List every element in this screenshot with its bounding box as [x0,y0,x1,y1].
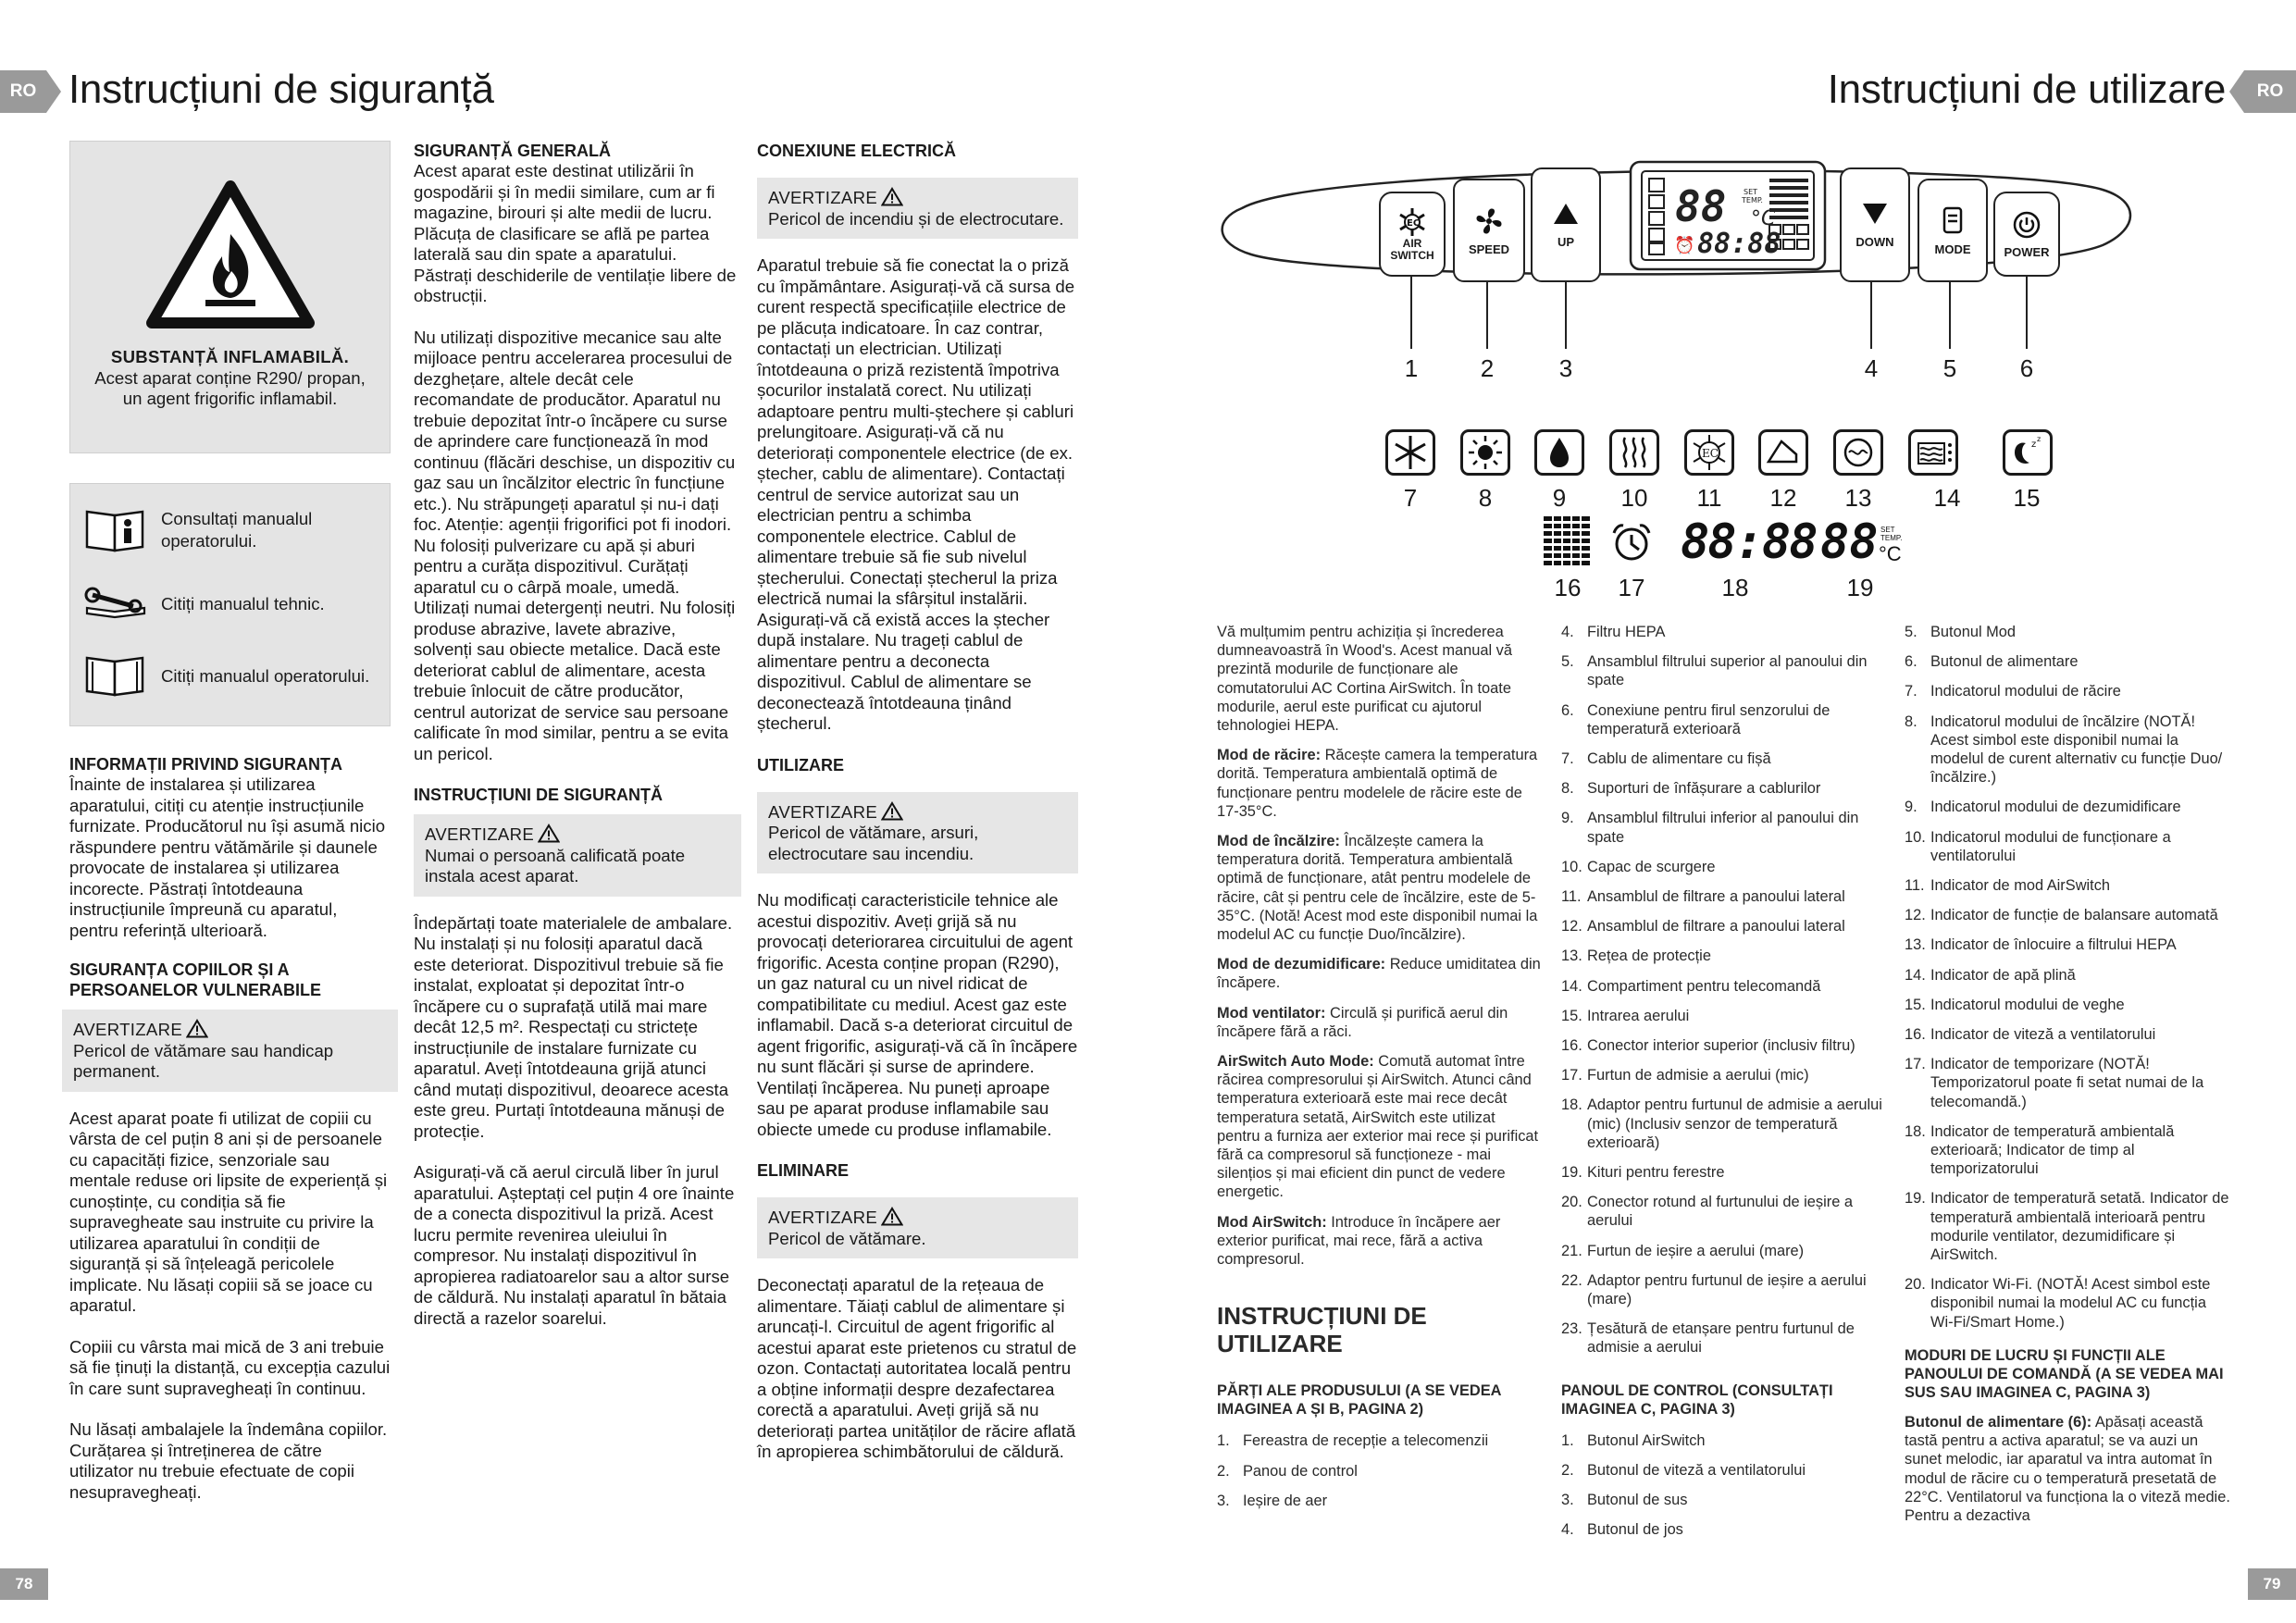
mode-airswitch [1217,1213,1541,1270]
triangle-down-icon [1861,202,1889,226]
indicator-label-13: 13 [1844,484,1872,512]
callout-3: 3 [1558,354,1573,382]
list-item: 11. Ansamblul de filtrare a panoului lateral [1561,888,1845,906]
callout-1: 1 [1404,354,1419,382]
list-item: 9. Indicatorul modului de dezumidificare [1905,799,2181,816]
mode-button[interactable] [1917,179,1988,282]
warning-triangle-icon [881,1207,903,1226]
left-column-1 [69,754,391,1523]
mode-name: Mod ventilator: [1217,1004,1326,1022]
flammable-label: SUBSTANȚĂ INFLAMABILĂ. [110,347,350,366]
list-item: 14. Compartiment pentru telecomandă [1561,977,1821,995]
list-item: 1. Fereastra de recepție a telecomenzii [1217,1432,1489,1450]
warning-text: Numai o persoană calificată poate instala acest aparat. [425,845,686,886]
right-column-1 [1217,623,1541,1521]
left-column-2 [414,141,738,1349]
indicator-box-12 [1758,429,1808,476]
mode-text: Introduce în încăpere aer exterior purificat, mai rece, fără a activa compresorul. [1217,1213,1501,1269]
list-item: 10. Indicatorul modului de funcționare a ventilatorului [1905,828,2171,864]
left-column-3 [757,141,1078,1483]
language-tab-right [2244,70,2296,113]
list-item: 19. Indicator de temperatură setată. Indicator de temperatură ambientală interioară pentru modurile ventilator, dezumidificare și AirSwitch. [1905,1190,2229,1264]
mode-cooling [1217,746,1541,821]
warning-box-installer [414,814,741,897]
operating-modes-heading: MODURI DE LUCRU ȘI FUNCȚII ALE PANOULUI DE COMANDĂ (A SE VEDEA MAI SUS SAU IMAGINEA C, PAGINA 3) [1905,1346,2224,1401]
mode-icon [1941,205,1965,235]
electrical-paragraph: Aparatul trebuie să fie conectat la o priză cu împământare. Asigurați-vă că sursa de curent respectă specificațiile electrice de pe plăcuța indicatoare. În caz contrar, contactați un electrician. Utilizați întotdeauna o priză rezistentă împotriva șocurilor instalată corect. Nu utilizați adaptoare pentru multi-ștechere și cabluri prelungitoare. Asigurați-vă că nu deteriorați componentele electrice (de ex. ștecher, cablu de alimentare). Contactați centrul de service autorizat sau un electrician pentru a schimba componentele electrice. Cablul de alimentare trebuie să fie sub nivelul ștecherului. Conectați ștecherul la priza electrică numai la sfârșitul instalării. Asigurați-vă că există acces la ștecher după instalare. Nu trageți cablul de alimentare pentru a deconecta dispozitivul. Cablul de alimentare se deconectează întotdeauna ținând ștecherul. [757,255,1075,733]
list-item: 21. Furtun de ieșire a aerului (mare) [1561,1242,1805,1259]
warning-text: Pericol de vătămare sau handicap permanent. [73,1040,334,1081]
indicator-box-14 [1908,429,1958,476]
list-item: 5. Butonul Mod [1905,624,2017,640]
general-safety-heading: SIGURANȚĂ GENERALĂ [414,142,612,160]
warning-triangle-icon [881,187,903,206]
svg-text:SET: SET [1744,188,1758,196]
flammable-text: Acest aparat conține R290/ propan, un agent frigorific inflamabil. [94,367,366,408]
callout-2: 2 [1480,354,1495,382]
list-item: 17. Furtun de admisie a aerului (mic) [1561,1067,1809,1084]
down-label: DOWN [1855,234,1894,249]
fan-speed-bars-icon [1544,516,1590,570]
indicator-label-8: 8 [1478,484,1493,512]
list-item: 14. Indicator de apă plină [1905,966,2076,984]
panel-list-2 [1905,623,2230,1332]
control-panel-heading: PANOUL DE CONTROL (CONSULTAȚI IMAGINEA C, PAGINA 3) [1561,1381,1833,1418]
list-item: 8. Suporturi de înfășurare a cablurilor [1561,780,1821,798]
manual-row-3 [83,654,369,699]
language-tab-left [0,70,46,113]
warning-triangle-icon [186,1019,208,1038]
list-item: 23. Țesătură de etanșare pentru furtunul de admisie a aerului [1561,1320,1855,1357]
warning-box-children [62,1010,398,1092]
warning-triangle-icon [538,824,560,843]
heat-waves-icon [1612,432,1657,473]
list-item: 19. Kituri pentru ferestre [1561,1164,1725,1182]
indicator-label-18: 18 [1721,574,1749,601]
safety-info-heading: INFORMAȚII PRIVIND SIGURANȚA [69,755,342,774]
flammable-warning-box [69,141,391,453]
callout-6: 6 [2019,354,2034,382]
list-item: 7. Cablu de alimentare cu fișă [1561,750,1771,768]
manual-row-2 [83,586,325,623]
indicator-box-9 [1534,429,1584,476]
warning-title: AVERTIZARE [768,801,878,822]
manual-label-3: Citiți manualul operatorului. [161,666,370,686]
list-item: 22. Adaptor pentru furtunul de ieșire a aerului (mare) [1561,1271,1867,1308]
list-item: 18. Adaptor pentru furtunul de admisie a aerului (mic) (Inclusiv senzor de temperatură exterioară) [1561,1096,1882,1151]
speed-button[interactable] [1453,179,1525,282]
list-item: 6. Butonul de alimentare [1905,653,2079,671]
children-paragraph-3: Nu lăsați ambalajele la îndemâna copiilor. Curățarea și întreținerea de către utilizator nu trebuie efectuate de copii nesupravegheați. [69,1419,388,1502]
wrench-manual-icon [83,586,148,623]
list-item: 7. Indicatorul modului de răcire [1905,683,2121,700]
list-item: 4. Filtru HEPA [1561,624,1666,640]
usage-instructions-heading: INSTRUCȚIUNI DE UTILIZARE [1217,1302,1427,1358]
intro-paragraph: Vă mulțumim pentru achiziția și încrederea dumneavoastră în Wood's. Acest manual vă prezintă modurile de funcționare ale comutatorului AC Cortina AirSwitch. În toate modurile, aerul este purificat cu ajutorul tehnologiei HEPA. [1217,624,1512,735]
list-item: 3. Butonul de sus [1561,1492,1688,1509]
children-paragraph-1: Acest aparat poate fi utilizat de copiii cu vârsta de cel puțin 8 ani și de persoanele cu capacități fizice, senzoriale sau mentale reduse ori lipsite de experiență și cunoștințe, cu condiția să fie supravegheate sau instruite cu privire la utilizarea aparatului în condiții de siguranță și să înțeleagă pericolele implicate. Nu lăsați copiii să se joace cu aparatul. [69,1108,388,1315]
svg-text:°C: °C [1751,207,1776,230]
indicator-label-9: 9 [1552,484,1567,512]
svg-text:EC: EC [1407,218,1421,229]
warning-box-electrical [757,178,1078,239]
usage-heading: UTILIZARE [757,755,844,774]
sun-icon [1463,432,1508,473]
list-item: 12. Indicator de funcție de balansare automată [1905,907,2218,924]
children-paragraph-2: Copiii cu vârsta mai mică de 3 ani trebuie să fie ținuți la distanță, cu excepția cazului în care sunt supravegheați în continuu. [69,1336,391,1398]
warning-title: AVERTIZARE [768,1208,878,1227]
indicator-label-10: 10 [1620,484,1648,512]
svg-text:z: z [2031,440,2037,450]
triangle-up-icon [1552,202,1580,226]
sleep-moon-icon [2005,432,2050,473]
warning-title: AVERTIZARE [768,188,878,207]
svg-text:88:88: 88:88 [1697,228,1781,260]
mode-airswitch-auto [1217,1052,1541,1202]
svg-text:⏰: ⏰ [1674,236,1695,255]
svg-text:EC: EC [1702,447,1719,460]
language-code: RO [9,81,37,101]
list-item: 9. Ansamblul filtrului inferior al panoului din spate [1561,810,1859,846]
time-display: 88:88 [1681,514,1817,570]
list-item: 13. Indicator de înlocuire a filtrului HEPA [1905,936,2177,954]
power-button-label: Butonul de alimentare (6): [1905,1413,2092,1431]
alarm-clock-icon [1610,522,1653,563]
indicator-label-15: 15 [2013,484,2041,512]
book-manual-icon [83,654,148,699]
mode-text: Răcește camera la temperatura dorită. Temperatura ambientală optimă de funcționare pentru modelele de răcire este de 17-35°C. [1217,747,1538,820]
general-paragraph-2: Nu utilizați dispozitive mecanice sau alte mijloace pentru accelerarea procesului de dezghețare, altele decât cele recomandate de producător. Aparatul nu trebuie depozitat într-o încăpere cu surse de aprindere care funcționează în mod continuu (flăcări deschise, un dispozitiv cu gaz sau un încălzitor electric în funcțiune etc.). Nu străpungeți aparatul și nu-i dați foc. Atenție: agenții frigorifici pot fi inodori. Nu folosiți pulverizare cu apă și aburi pentru a curăța dispozitivul. Curățați aparatul cu o cârpă moale, umedă. Utilizați numai detergenți neutri. Nu folosiți produse abrazive, lavete abrazive, solvenți sau obiecte metalice. Dacă este deteriorat cablul de alimentare, acesta trebuie înlocuit de către producător, centrul autorizat de service sau persoane calificate în mod similar, pentru a se evita un pericol. [414,327,736,763]
warning-text: Pericol de incendiu și de electrocutare. [768,208,1064,229]
indicator-label-16: 16 [1554,574,1582,601]
fan-icon [1473,205,1505,237]
up-button[interactable] [1531,167,1601,282]
warning-text: Pericol de vătămare. [768,1228,926,1248]
mode-text: Reduce umiditatea din încăpere. [1217,956,1541,992]
parts-list-2 [1561,623,1885,1357]
warning-title: AVERTIZARE [73,1020,183,1039]
down-button[interactable] [1840,167,1910,282]
indicator-label-14: 14 [1933,484,1961,512]
product-parts-heading: PĂRȚI ALE PRODUSULUI (A SE VEDEA IMAGINEA A ȘI B, PAGINA 2) [1217,1382,1501,1419]
general-paragraph-1: Acest aparat este destinat utilizării în gospodării și în medii similare, cum ar fi magazine, birouri și alte medii de lucru. Plăcuța de clasificare se află pe partea laterală sau din spate a aparatului. Păstrați deschiderile de ventilație libere de obstrucții. [414,161,737,305]
speed-label: SPEED [1468,242,1510,256]
mode-text: Circulă și purifică aerul din încăpere fără a răci. [1217,1004,1508,1040]
list-item: 6. Conexiune pentru firul senzorului de temperatură exterioară [1561,701,1831,737]
indicator-label-17: 17 [1618,574,1645,601]
mode-name: Mod de încălzire: [1217,833,1340,850]
disposal-paragraph: Deconectați aparatul de la rețeaua de alimentare. Tăiați cablul de alimentare și aruncați-l. Circuitul de agent frigorific al acestui aparat este prietenos cu stratul de ozon. Contactați autoritatea locală pentru a obține informații despre dezafectarea corectă a aparatului. Aveți grijă să nu deteriorați partea unităților de răcire aflată în apropierea schimbătorului de căldură. [757,1275,1077,1461]
indicator-box-7 [1385,429,1435,476]
manual-label-2: Citiți manualul tehnic. [161,594,325,613]
info-manual-icon [83,506,148,554]
electrical-heading: CONEXIUNE ELECTRICĂ [757,142,957,160]
list-item: 18. Indicator de temperatură ambientală exterioară; Indicator de timp al temporizatorului [1905,1122,2175,1178]
list-item: 13. Rețea de protecție [1561,948,1711,965]
mode-text: Încălzește camera la temperatura dorită. Temperatura ambientală optimă de funcționare, atât pentru modelele de răcire, cât și pentru cele de încălzire, este de 5-35°C. (Notă! Acest mod este disponibil numai la modelul AC cu funcție Duo/încălzire). [1217,833,1538,944]
instructions-paragraph-2: Asigurați-vă că aerul circulă liber în jurul aparatului. Așteptați cel puțin 4 ore înainte de a conecta dispozitivul la priză. Acest lucru permite revenirea uleiului în compresor. Nu instalați dispozitivul în apropierea radiatoarelor sau a altor surse de căldură. Nu instalați aparatul în bătaia directă a razelor soarelui. [414,1162,735,1328]
list-item: 4. Butonul de jos [1561,1521,1683,1539]
indicator-box-10 [1609,429,1659,476]
mode-name: AirSwitch Auto Mode: [1217,1053,1374,1071]
page-title-left: Instrucțiuni de siguranță [68,67,494,112]
power-button[interactable] [1993,192,2060,277]
indicator-label-19: 19 [1846,574,1874,601]
mode-name: Mod de răcire: [1217,747,1322,764]
right-column-3 [1905,623,2230,1536]
panel-list-1 [1561,1431,1885,1540]
list-item: 1. Butonul AirSwitch [1561,1431,1706,1449]
warning-triangle-icon [881,801,903,821]
svg-text:88: 88 [1675,181,1727,231]
set-temp-label: SET TEMP. [1880,526,1903,542]
child-safety-heading: SIGURANȚA COPIILOR ȘI A PERSOANELOR VULNERABILE [69,960,322,999]
temp-unit: °C [1879,542,1902,565]
list-item: 20. Indicator Wi-Fi. (NOTĂ! Acest simbol este disponibil numai la modelul AC cu funcția Wi-Fi/Smart Home.) [1905,1276,2211,1331]
list-item: 16. Indicator de viteză a ventilatorului [1905,1026,2156,1044]
snowflake-icon [1388,432,1433,473]
page-number-left: 78 [0,1568,48,1600]
safety-instructions-heading: INSTRUCȚIUNI DE SIGURANȚĂ [414,786,663,804]
indicator-box-8 [1460,429,1510,476]
disposal-heading: ELIMINARE [757,1161,849,1180]
mode-dehumidify [1217,955,1541,992]
power-button-text: Apăsați această tastă pentru a activa aparatul; se va auzi un sunet melodic, iar aparatul va intra automat în modul de răcire cu o temperatură presetată de 22°C. Ventilatorul va funcționa la o viteză medie. Pentru a dezactiva [1905,1413,2230,1524]
ec-icon [1687,432,1731,473]
indicator-label-12: 12 [1769,484,1797,512]
callout-4: 4 [1864,354,1879,382]
usage-paragraph: Nu modificați caracteristicile tehnice ale acestui dispozitiv. Aveți grijă să nu provocați deteriorarea circuitului de agent frigorific. Acesta conține propan (R290), un gaz natural cu un nivel ridicat de compatibilitate cu mediul. Acest gaz este inflamabil. Dacă s-a deteriorat circuitul de agent frigorific, asigurați-vă că în încăpere nu sunt flăcări și surse de aprindere. Ventilați încăperea. Nu puneți aproape sau pe aparat produse inflamabile sau obiecte umede cu produse inflamabile. [757,890,1078,1139]
list-item: 16. Conector interior superior (inclusiv filtru) [1561,1037,1855,1055]
list-item: 3. Ieșire de aer [1217,1492,1328,1509]
water-drop-icon [1537,432,1582,473]
mode-name: Mod AirSwitch: [1217,1213,1327,1231]
list-item: 11. Indicator de mod AirSwitch [1905,877,2111,895]
manual-label-1: Consultați manualul operatorului. [161,509,313,551]
list-item: 2. Panou de control [1217,1462,1358,1480]
mode-fan [1217,1004,1541,1041]
temp-display: 88 [1820,514,1879,570]
safety-info-text: Înainte de instalarea și utilizarea aparatului, citiți cu atenție instrucțiunile furnizate. Producătorul nu își asumă nicio răspundere pentru vătămările și daunele provocate de instalarea și utilizarea incorecte. Păstrați întotdeauna instrucțiunile împreună cu aparatul, pentru referință ulterioară. [69,774,386,940]
list-item: 2. Butonul de viteză a ventilatorului [1561,1461,1806,1479]
instructions-paragraph-1: Îndepărtați toate materialele de ambalare. Nu instalați și nu folosiți aparatul dacă este deteriorat. Dispozitivul trebuie să fie instalat, exploatat și depozitat într-o încăpere cu o suprafață utilă mai mare decât 12,5 m². Respectați cu strictețe instrucțiunile de instalare furnizate cu aparatul. Aveți întotdeauna grijă atunci când mutați dispozitivul, deoarece acesta este greu. Purtați întotdeauna mănuși de protecție. [414,912,733,1141]
list-item: 15. Intrarea aerului [1561,1007,1690,1024]
page-number-right: 79 [2248,1568,2296,1600]
right-column-2 [1561,623,1885,1551]
control-panel-diagram [1214,143,2140,421]
language-code: RO [2256,81,2284,101]
power-label: POWER [2004,244,2050,259]
indicator-box-11 [1684,429,1734,476]
flammable-warning-icon [146,180,315,328]
svg-text:z: z [2037,435,2042,443]
power-button-description [1905,1413,2230,1525]
list-item: 5. Ansamblul filtrului superior al panoului din spate [1561,653,1868,689]
list-item: 12. Ansamblul de filtrare a panoului lateral [1561,918,1845,935]
indicator-label-11: 11 [1696,484,1722,512]
air-switch-button[interactable] [1379,192,1446,277]
svg-text:TEMP.: TEMP. [1742,196,1763,204]
list-item: 20. Conector rotund al furtunului de ieșire a aerului [1561,1194,1854,1230]
mode-heating [1217,832,1541,944]
water-full-icon [1911,432,1955,473]
callout-5: 5 [1942,354,1957,382]
up-label: UP [1557,234,1575,249]
list-item: 8. Indicatorul modului de încălzire (NOTĂ! Acest simbol este disponibil numai la modelul de curent alternativ cu funcție Duo/încălzire.) [1905,712,2223,787]
indicator-label-7: 7 [1403,484,1418,512]
mode-text: Comută automat între răcirea compresorului și AirSwitch. Atunci când temperatura exterioară este mai rece decât temperatura setată, AirSwitch este utilizat pentru a furniza aer exterior mai rece și purificat fără ca compresorul să funcționeze - mai silențios și mai eficient din punct de vedere energetic. [1217,1053,1539,1201]
list-item: 17. Indicator de temporizare (NOTĂ! Temporizatorul poate fi setat numai de la telecomandă.) [1905,1056,2204,1110]
indicator-box-15 [2003,429,2053,476]
indicator-box-13 [1833,429,1883,476]
list-item: 15. Indicatorul modului de veghe [1905,996,2125,1013]
filter-icon [1836,432,1880,473]
balance-icon [1761,432,1806,473]
manual-row-1 [83,506,365,554]
parts-list-1 [1217,1431,1541,1510]
power-icon [2012,210,2042,240]
ec-snowflake-icon [1396,206,1428,238]
list-item: 10. Capac de scurgere [1561,858,1716,875]
warning-text: Pericol de vătămare, arsuri, electrocutare sau incendiu. [768,823,979,863]
warning-box-usage [757,792,1078,874]
manual-symbols-box [69,483,391,726]
warning-title: AVERTIZARE [425,824,535,844]
air-switch-label: AIR SWITCH [1390,237,1434,262]
warning-box-disposal [757,1197,1078,1258]
mode-name: Mod de dezumidificare: [1217,956,1386,973]
page-title-right: Instrucțiuni de utilizare [1827,67,2226,112]
mode-label: MODE [1934,242,1971,256]
